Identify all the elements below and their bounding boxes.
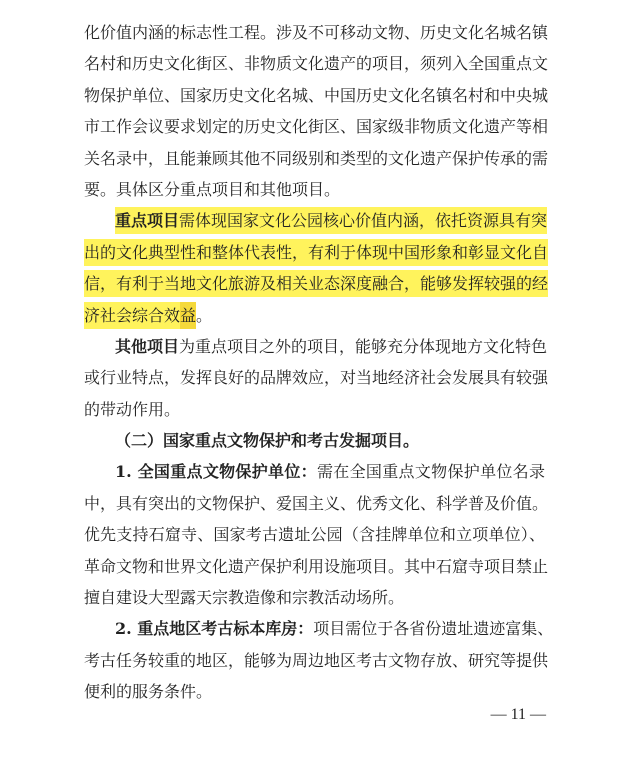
text-line — [84, 488, 549, 519]
text-run: 考古任务较重的地区，能够为周边地区考古文物存放、研究等提供 — [84, 650, 549, 670]
text-run: 需在全国重点文物保护单位名录 — [316, 462, 545, 482]
highlighted-text: 需体现国家文化公园核心价值内涵，依托资源具有突 — [179, 207, 547, 234]
text-run: 化价值内涵的标志性工程。涉及不可移动文物、历史文化名城名镇 — [84, 23, 549, 42]
text-run: 市工作会议要求划定的历史文化街区、国家级非物质文化遗产等相 — [84, 117, 549, 137]
text-run: 关名录中，且能兼顾其他不同级别和类型的文化遗产保护传承的需 — [84, 148, 549, 168]
highlighted-text: 重点项目 — [115, 207, 179, 234]
text-line — [84, 519, 545, 550]
paragraph — [84, 613, 554, 707]
text-line — [84, 300, 545, 331]
highlighted-text: 益 — [180, 302, 196, 329]
text-line — [84, 268, 549, 299]
page-number: — 11 — — [490, 706, 546, 723]
highlighted-text: 济社会综合效 — [84, 302, 180, 329]
text-line — [84, 17, 549, 48]
text-line — [84, 331, 548, 362]
text-line — [84, 582, 545, 613]
highlighted-text: 出的文化典型性和整体代表性，有利于体现中国形象和彰显文化自 — [84, 239, 548, 266]
text-line — [84, 425, 545, 456]
text-run: 中，具有突出的文物保护、爱国主义、优秀文化、科学普及价值。 — [84, 493, 549, 513]
text-line — [84, 676, 545, 707]
text-run: 优先支持石窟寺、国家考古遗址公园（含挂牌单位和立项单位）、 — [84, 525, 545, 545]
text-run: 要。具体区分重点项目和其他项目。 — [84, 179, 341, 199]
text-line — [84, 205, 548, 236]
bold-text: 1. 全国重点文物保护单位： — [115, 462, 317, 482]
text-line — [84, 143, 549, 174]
document-body — [84, 17, 554, 708]
text-line — [84, 613, 554, 644]
text-run: 名村和历史文化街区、非物质文化遗产的项目，须列入全国重点文 — [84, 54, 549, 74]
text-run: 物保护单位、国家历史文化名城、中国历史文化名镇名村和中央城 — [84, 85, 549, 105]
text-run: 或行业特点，发挥良好的品牌效应，对当地经济社会发展具有较强 — [84, 368, 549, 388]
highlighted-text: 信，有利于当地文化旅游及相关业态深度融合，能够发挥较强的经 — [84, 270, 548, 297]
text-run: 革命文物和世界文化遗产保护利用设施项目。其中石窟寺项目禁止 — [84, 556, 549, 576]
text-line — [84, 174, 545, 205]
text-line — [84, 456, 545, 487]
text-run: 的带动作用。 — [84, 399, 181, 419]
bold-text: 2. 重点地区考古标本库房： — [115, 619, 314, 639]
text-line — [84, 645, 549, 676]
text-run: 为重点项目之外的项目，能够充分体现地方文化特色 — [179, 336, 548, 356]
text-run: 擅自建设大型露天宗教造像和宗教活动场所。 — [84, 588, 405, 608]
paragraph — [84, 456, 549, 613]
paragraph — [84, 17, 549, 205]
paragraph — [84, 205, 549, 331]
text-line — [84, 394, 545, 425]
text-line — [84, 48, 549, 79]
text-run: 。 — [196, 305, 213, 325]
bold-text: 其他项目 — [115, 336, 180, 356]
text-run: 项目需位于各省份遗址遗迹富集、 — [313, 619, 554, 639]
paragraph — [84, 331, 549, 425]
bold-text: （二）国家重点文物保护和考古发掘项目。 — [115, 431, 420, 451]
text-line — [84, 362, 549, 393]
text-line — [84, 111, 549, 142]
text-run: 便利的服务条件。 — [84, 682, 213, 702]
text-line — [84, 80, 549, 111]
text-line — [84, 237, 549, 268]
paragraph — [84, 425, 545, 456]
text-line — [84, 551, 549, 582]
